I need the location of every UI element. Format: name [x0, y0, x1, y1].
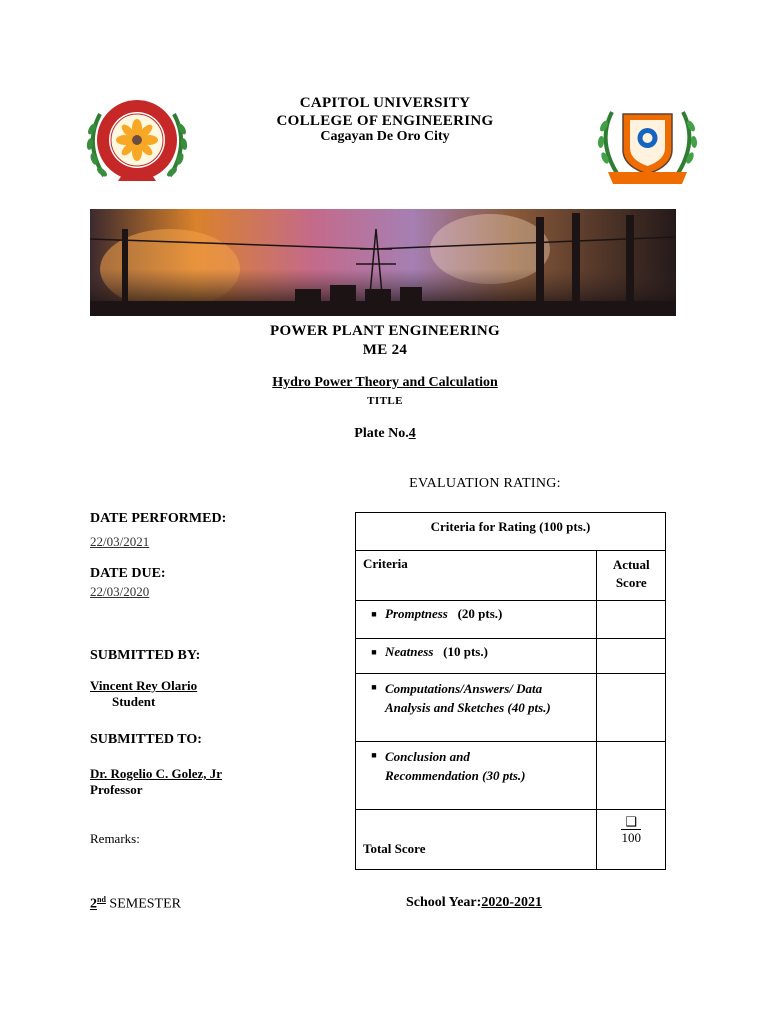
criteria-promptness: Promptness [385, 606, 448, 621]
course-name: POWER PLANT ENGINEERING [270, 323, 500, 339]
course-block [200, 322, 570, 360]
date-due-label: DATE DUE: [90, 566, 166, 581]
school-year-line [406, 895, 542, 911]
date-due-value: 22/03/2020 [90, 584, 150, 599]
score-cell[interactable] [597, 674, 666, 742]
professor-name: Dr. Rogelio C. Golez, Jr [90, 766, 223, 781]
plate-number: 4 [408, 426, 416, 441]
topic-title: Hydro Power Theory and Calculation [272, 375, 498, 390]
total-score-denominator: 100 [621, 830, 641, 845]
criteria-computations: Computations/Answers/ Data Analysis and Sketches (40 pts.) [385, 681, 551, 715]
submitted-to-label: SUBMITTED TO: [90, 732, 202, 747]
semester-number: 2 [90, 896, 97, 912]
topic-title-line [200, 375, 570, 391]
criteria-cell [356, 639, 597, 674]
plate-label: Plate No. [354, 426, 409, 441]
actual-score-header-line1: Actual [612, 557, 650, 572]
total-score-label: Total Score [356, 810, 597, 870]
evaluation-title: EVALUATION RATING: [409, 476, 561, 491]
total-score-fraction [621, 814, 641, 846]
table-row [356, 742, 666, 810]
school-year-value: 2020-2021 [481, 895, 542, 910]
student-role: Student [112, 694, 156, 709]
table-row [356, 639, 666, 674]
semester-suffix: nd [97, 895, 106, 904]
university-name: CAPITOL UNIVERSITY [299, 95, 471, 111]
score-cell[interactable] [597, 639, 666, 674]
professor-role: Professor [90, 782, 143, 797]
criteria-cell [356, 601, 597, 639]
table-row [356, 601, 666, 639]
criteria-neatness-points: (10 pts.) [443, 644, 488, 659]
total-score-numerator: ❑ [621, 814, 641, 830]
criteria-neatness: Neatness [385, 644, 434, 659]
total-score-cell[interactable] [597, 810, 666, 870]
criteria-promptness-points: (20 pts.) [457, 606, 503, 621]
rating-table-heading: Criteria for Rating (100 pts.) [356, 513, 666, 551]
remarks-label: Remarks: [90, 831, 140, 846]
bullet-icon: ■ [371, 647, 377, 657]
bullet-icon: ■ [371, 682, 377, 692]
criteria-column-header: Criteria [356, 551, 597, 601]
student-name: Vincent Rey Olario [90, 678, 198, 693]
submitted-by-label: SUBMITTED BY: [90, 648, 201, 663]
actual-score-header-line2: Score [615, 575, 647, 590]
criteria-cell [356, 674, 597, 742]
college-of-engineering-logo [590, 98, 705, 193]
table-row [356, 674, 666, 742]
capitol-university-logo [82, 94, 192, 189]
date-performed-label: DATE PERFORMED: [90, 511, 227, 526]
criteria-conclusion: Conclusion and Recommendation (30 pts.) [385, 749, 526, 783]
college-name: COLLEGE OF ENGINEERING [276, 113, 494, 129]
topic-tag: TITLE [367, 395, 403, 407]
city-name: Cagayan De Oro City [320, 129, 450, 144]
score-cell[interactable] [597, 742, 666, 810]
school-year-label: School Year: [406, 895, 482, 910]
criteria-cell [356, 742, 597, 810]
total-row [356, 810, 666, 870]
course-code: ME 24 [362, 342, 408, 358]
score-cell[interactable] [597, 601, 666, 639]
semester-label: SEMESTER [109, 896, 181, 912]
rating-table [355, 512, 666, 870]
date-performed-value: 22/03/2021 [90, 534, 150, 549]
actual-score-column-header [597, 551, 666, 601]
plate-number-line [300, 426, 470, 442]
power-plant-banner-image [90, 209, 676, 316]
semester-line [90, 895, 181, 913]
university-name-block [230, 94, 540, 130]
bullet-icon: ■ [371, 609, 377, 619]
bullet-icon: ■ [371, 750, 377, 760]
